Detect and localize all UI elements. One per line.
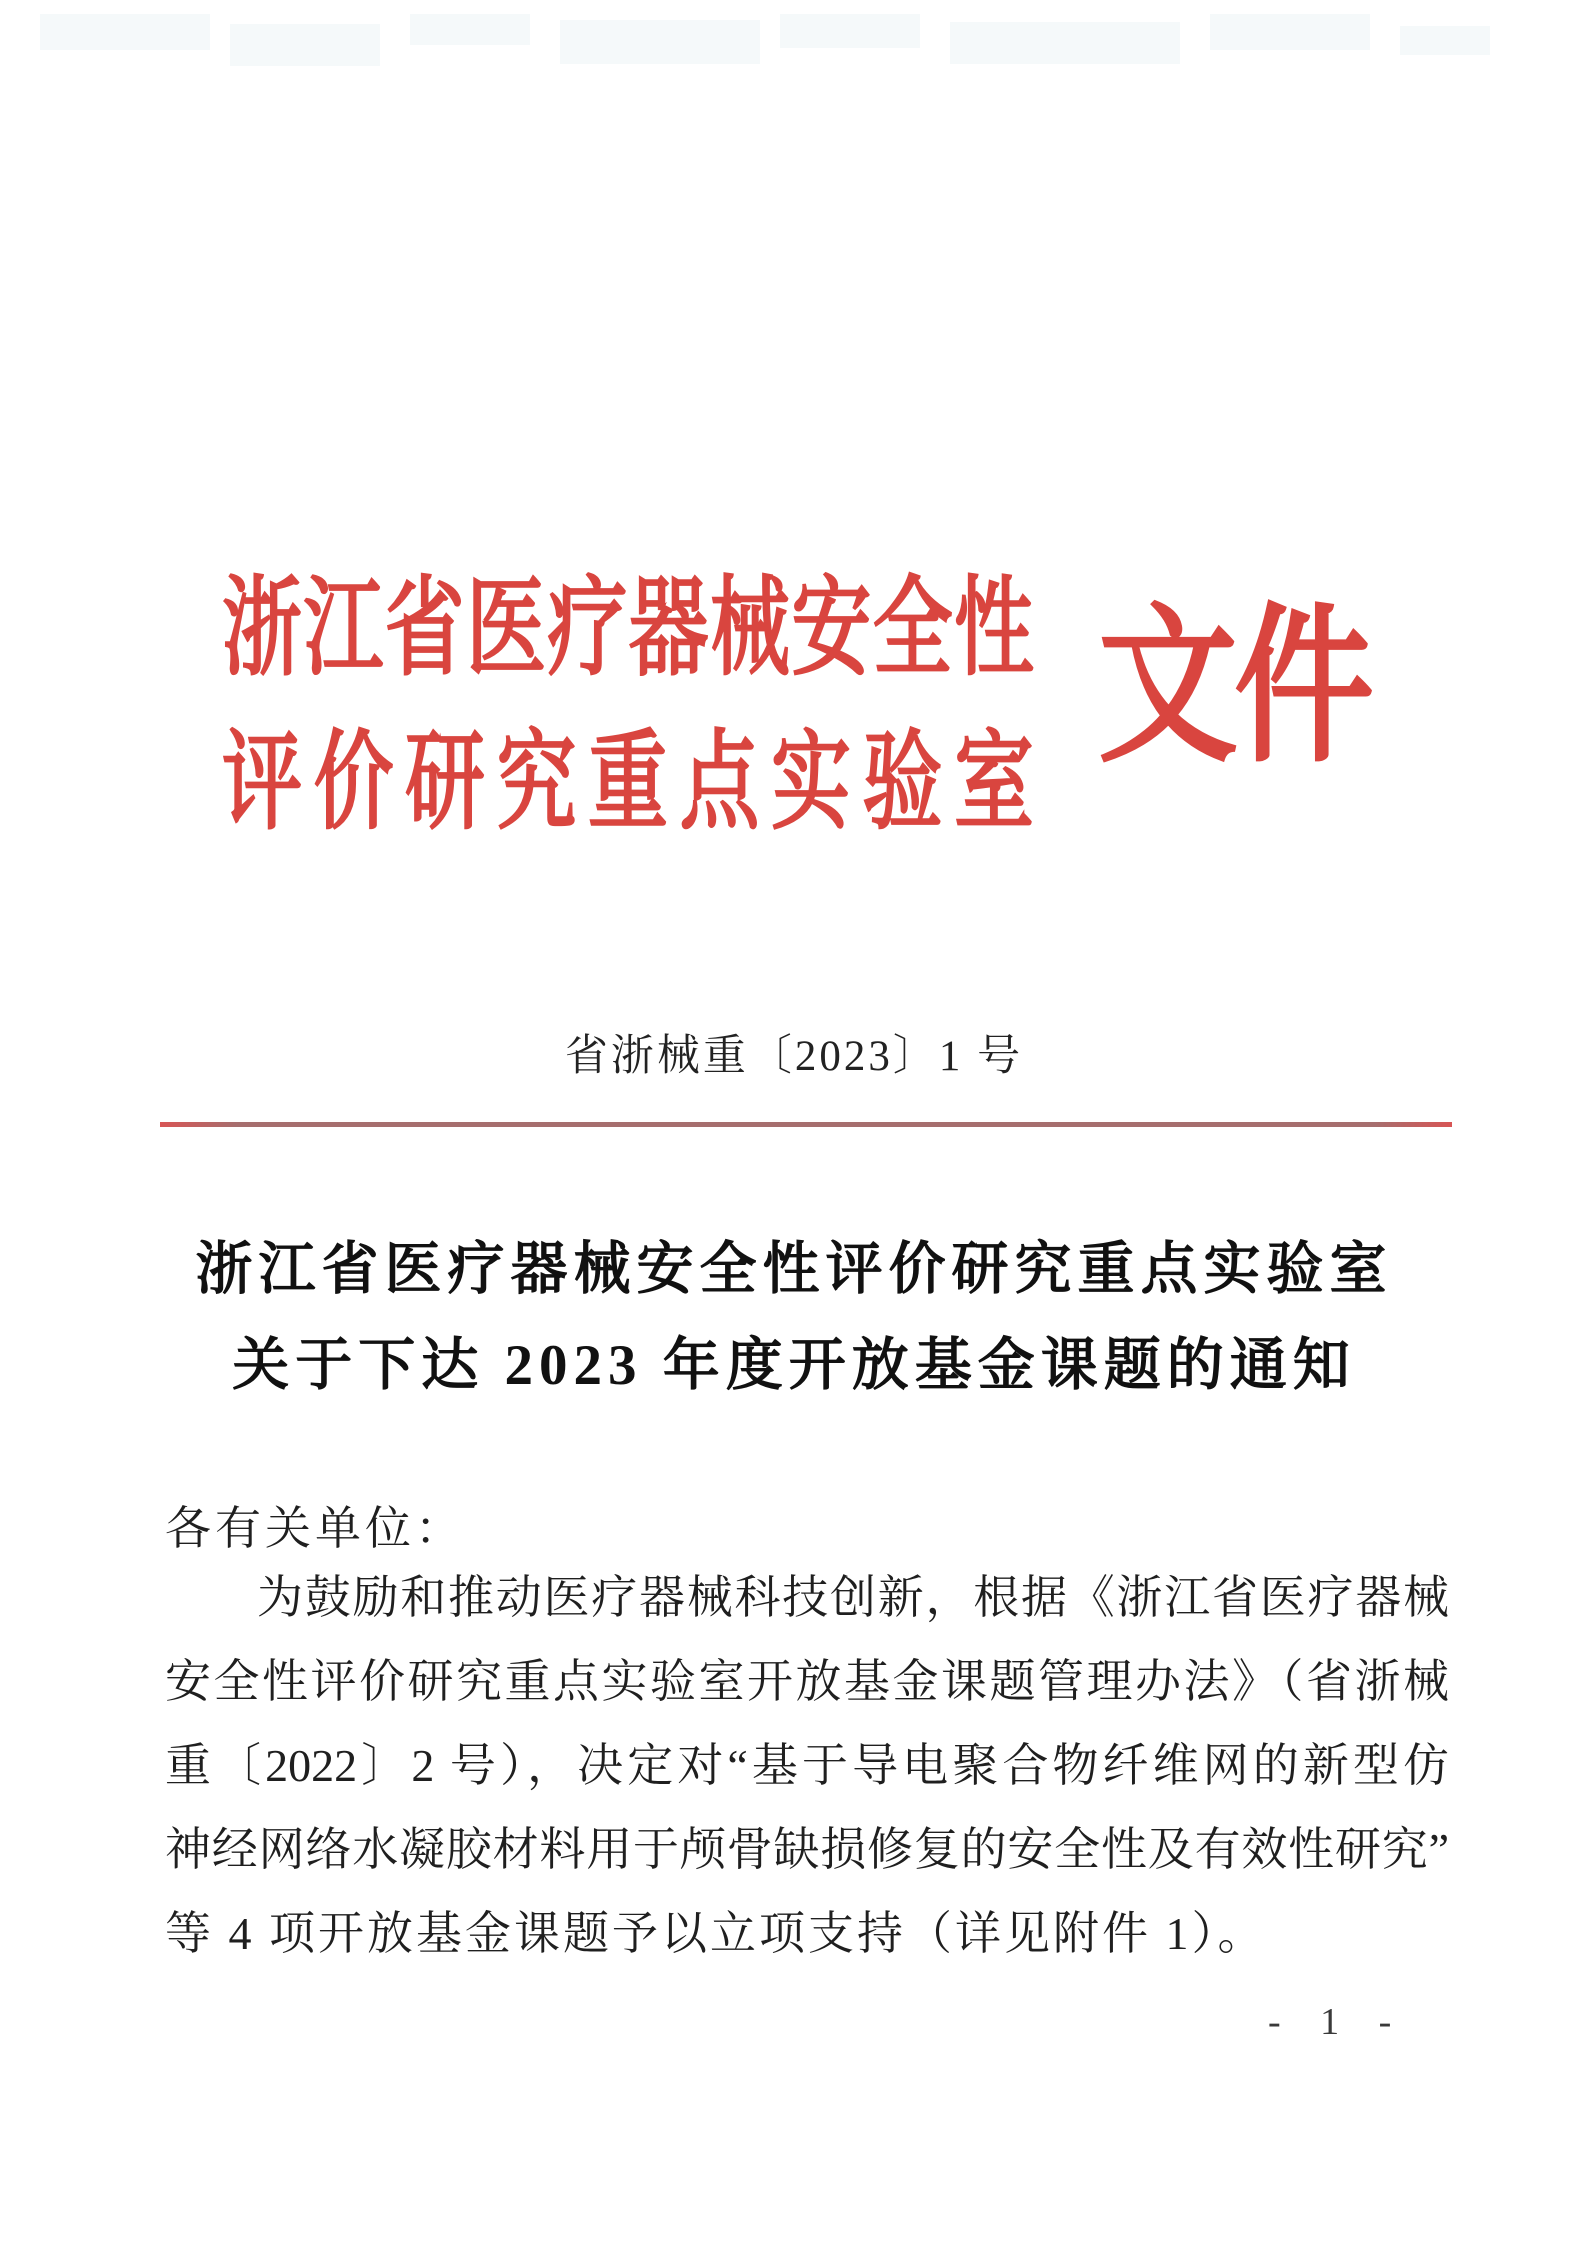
scanner-artifact	[780, 14, 920, 48]
org-name-line-1: 浙江省医疗器械安全性	[222, 570, 1034, 690]
paragraph-line: 安全性评价研究重点实验室开放基金课题管理办法》（省浙械	[165, 1656, 1449, 1707]
scanner-artifact	[230, 24, 380, 66]
document-title-line-2: 关于下达 2023 年度开放基金课题的通知	[232, 1334, 1356, 1397]
scanner-artifact	[950, 22, 1180, 64]
document-number: 省浙械重〔2023〕1 号	[564, 1033, 1024, 1080]
scanner-artifact	[560, 20, 760, 64]
scanner-artifact-band	[20, 14, 1540, 66]
scanner-artifact	[1400, 26, 1490, 55]
scanner-artifact	[40, 14, 210, 50]
document-title-line-1: 浙江省医疗器械安全性评价研究重点实验室	[195, 1238, 1393, 1301]
paragraph-line: 等 4 项开放基金课题予以立项支持（详见附件 1）。	[165, 1908, 1267, 1959]
document-title	[0, 1222, 1588, 1414]
page-number: - 1 -	[1268, 2001, 1402, 2043]
body-paragraph	[165, 1556, 1449, 1976]
paragraph-line: 神经网络水凝胶材料用于颅骨缺损修复的安全性及有效性研究”	[165, 1824, 1449, 1875]
doc-type-label: 文件	[1098, 594, 1371, 784]
paragraph-line: 为鼓励和推动医疗器械科技创新，根据《浙江省医疗器械	[257, 1572, 1449, 1623]
paragraph-line: 重〔2022〕2 号），决定对“基于导电聚合物纤维网的新型仿	[165, 1740, 1449, 1791]
scanner-artifact	[410, 14, 530, 45]
salutation: 各有关单位：	[165, 1503, 465, 1554]
org-name-line-2: 评价研究重点实验室	[222, 724, 1034, 844]
scanner-artifact	[1210, 14, 1370, 50]
red-divider-rule	[160, 1122, 1452, 1127]
